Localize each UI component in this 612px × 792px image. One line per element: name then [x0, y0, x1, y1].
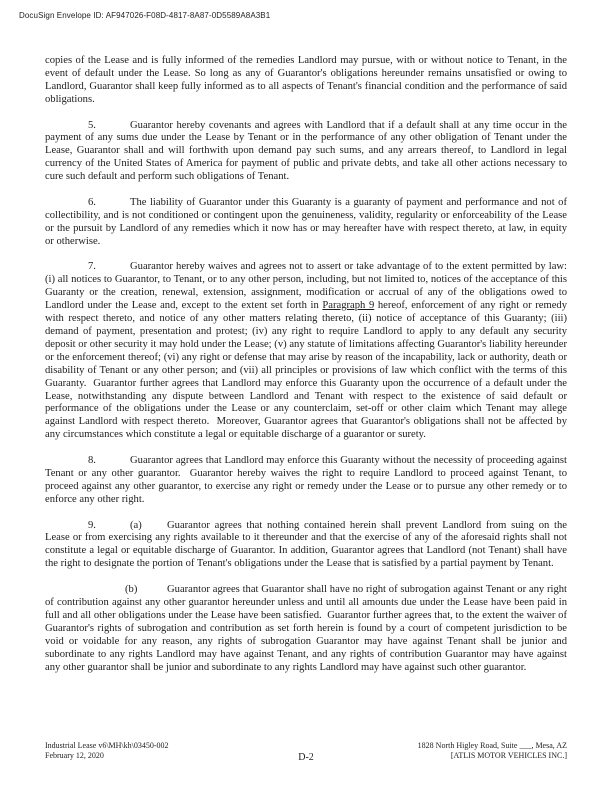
paragraph-9a	[45, 519, 570, 572]
paragraph-number: 6.	[88, 196, 96, 208]
document-body	[45, 55, 570, 674]
paragraph-8	[45, 455, 570, 507]
docusign-envelope-id: DocuSign Envelope ID: AF947026-F08D-4817-8A87-0D5589A8A3B1	[19, 11, 271, 20]
paragraph-text: Guarantor agrees that nothing contained herein shall prevent Landlord from suing on the Lease or from exercising any rights available to it thereunder and that the exercise of any of the aforesaid rights shall not constitute a legal or equitable discharge of Guarantor. In addition, Guarantor agrees that Landlord (not Tenant) shall have the right to designate the portion of Tenant's obligations under the Lease that is satisfied by a partial payment by Tenant.	[45, 519, 570, 570]
paragraph-6	[45, 196, 570, 249]
paragraph-text: Guarantor agrees that Landlord may enforce this Guaranty without the necessity of proceeding against Tenant or any other guarantor. Guarantor hereby waives the right to require Landlord to proceed against Tenant, to proceed against any other guarantor, to exercise any right or remedy under the Lease or to pursue any other remedy or to enforce any other right.	[45, 455, 570, 505]
paragraph-text: Guarantor agrees that Guarantor shall have no right of subrogation against Tenant or any right of contribution against any other guarantor hereunder unless and until all amounts due under the Lease have been paid in full and all other obligations under the Lease have been satisfied. Guarantor further agrees that, to the extent the waiver of Guarantor's rights of subrogation and contribution as set forth herein is found by a court of competent jurisdiction to be void or voidable for any reason, any rights of subrogation Guarantor may have against Tenant shall be junior and subordinate to any rights Landlord may have against Tenant, and any rights of contribution Guarantor may have against any other guarantor shall be junior and subordinate to any rights Landlord may have against such other guarantor.	[45, 584, 570, 673]
paragraph-subsection-letter: (a)	[130, 519, 142, 531]
paragraph-number: 8.	[88, 455, 96, 467]
footer-property-address: 1828 North Higley Road, Suite ___, Mesa, AZ	[417, 741, 567, 750]
paragraph-text: hereof, enforcement of any right or remedy with respect thereto, and notice of any other matters relating thereto, (ii) notice of acceptance of this Guaranty; (iii) demand of payment, presentation and protest; (iv) any right to require Landlord to apply to any default any security deposit or other security it may hold under the Lease; (v) any statute of limitations affecting Guarantor's liability hereunder or the enforcement thereof; (vi) any right or defense that may arise by reason of the incapability, lack or authority, death or disability of Tenant or any other person; and (vii) all principles or provisions of law which conflict with the terms of this Guaranty. Guarantor further agrees that Landlord may enforce this Guaranty upon the occurrence of a default under the Lease, notwithstanding any dispute between Landlord and Tenant with respect to the existence of said default or performance of the obligations under the Lease or any counterclaim, set-off or other claim which Tenant may allege against Landlord with respect thereto. Moreover, Guarantor agrees that Guarantor's obligations shall not be affected by any circumstances which constitute a legal or equitable discharge of a guarantor or surety.	[45, 300, 570, 441]
paragraph-text: Guarantor hereby waives and agrees not to assert or take advantage of to the extent permitted by law: (i) all notices to Guarantor, to Tenant, or to any other person, including, but not limited to, notices of the acceptance of this Guaranty or the creation, renewal, extension, assignment, modification or accrual of any of the obligations owed to Landlord under the Lease and, except to the extent set forth in	[45, 261, 570, 312]
paragraph-text: Guarantor hereby covenants and agrees with Landlord that if a default shall at any time occur in the payment of any sums due under the Lease by Tenant or in the performance of any other obligation of Tenant under the Lease, Guarantor shall and will forthwith upon demand pay such sums, and any arrears thereof, to Landlord in legal currency of the United States of America for payment of public and private debts, and take all other actions necessary to cure such default and perform such obligations of Tenant.	[45, 119, 570, 183]
page-number: D-2	[298, 752, 314, 763]
paragraph-text: The liability of Guarantor under this Guaranty is a guaranty of payment and performance and not of collectibility, and is not conditioned or contingent upon the genuineness, validity, regularity or enforceability of the Lease or the pursuit by Landlord of any remedies which it now has or may hereafter have with respect thereto, at law, in equity or otherwise.	[45, 196, 570, 247]
paragraph-9-cross-reference: Paragraph 9	[322, 300, 375, 312]
paragraph-subsection-letter: (b)	[125, 584, 138, 596]
footer-date: February 12, 2020	[45, 750, 104, 760]
paragraph-number: 7.	[88, 261, 96, 273]
paragraph-5	[45, 119, 570, 185]
paragraph-continuation	[45, 55, 570, 107]
paragraph-7	[45, 261, 570, 442]
footer-tenant-name: [ATLIS MOTOR VEHICLES INC.]	[450, 750, 567, 760]
paragraph-number: 5.	[88, 119, 96, 131]
paragraph-number: 9.	[88, 519, 96, 531]
paragraph-9b	[45, 584, 570, 674]
footer-lease-version: Industrial Lease v6\MH\kh\03450-002	[45, 741, 169, 750]
paragraph-text: copies of the Lease and is fully informed of the remedies Landlord may pursue, with or without notice to Tenant, in the event of default under the Lease. So long as any of Guarantor's obligations hereunder remains unsatisfied or owing to Landlord, Guarantor shall keep fully informed as to all aspects of Tenant's financial condition and the performance of said obligations.	[45, 55, 570, 105]
